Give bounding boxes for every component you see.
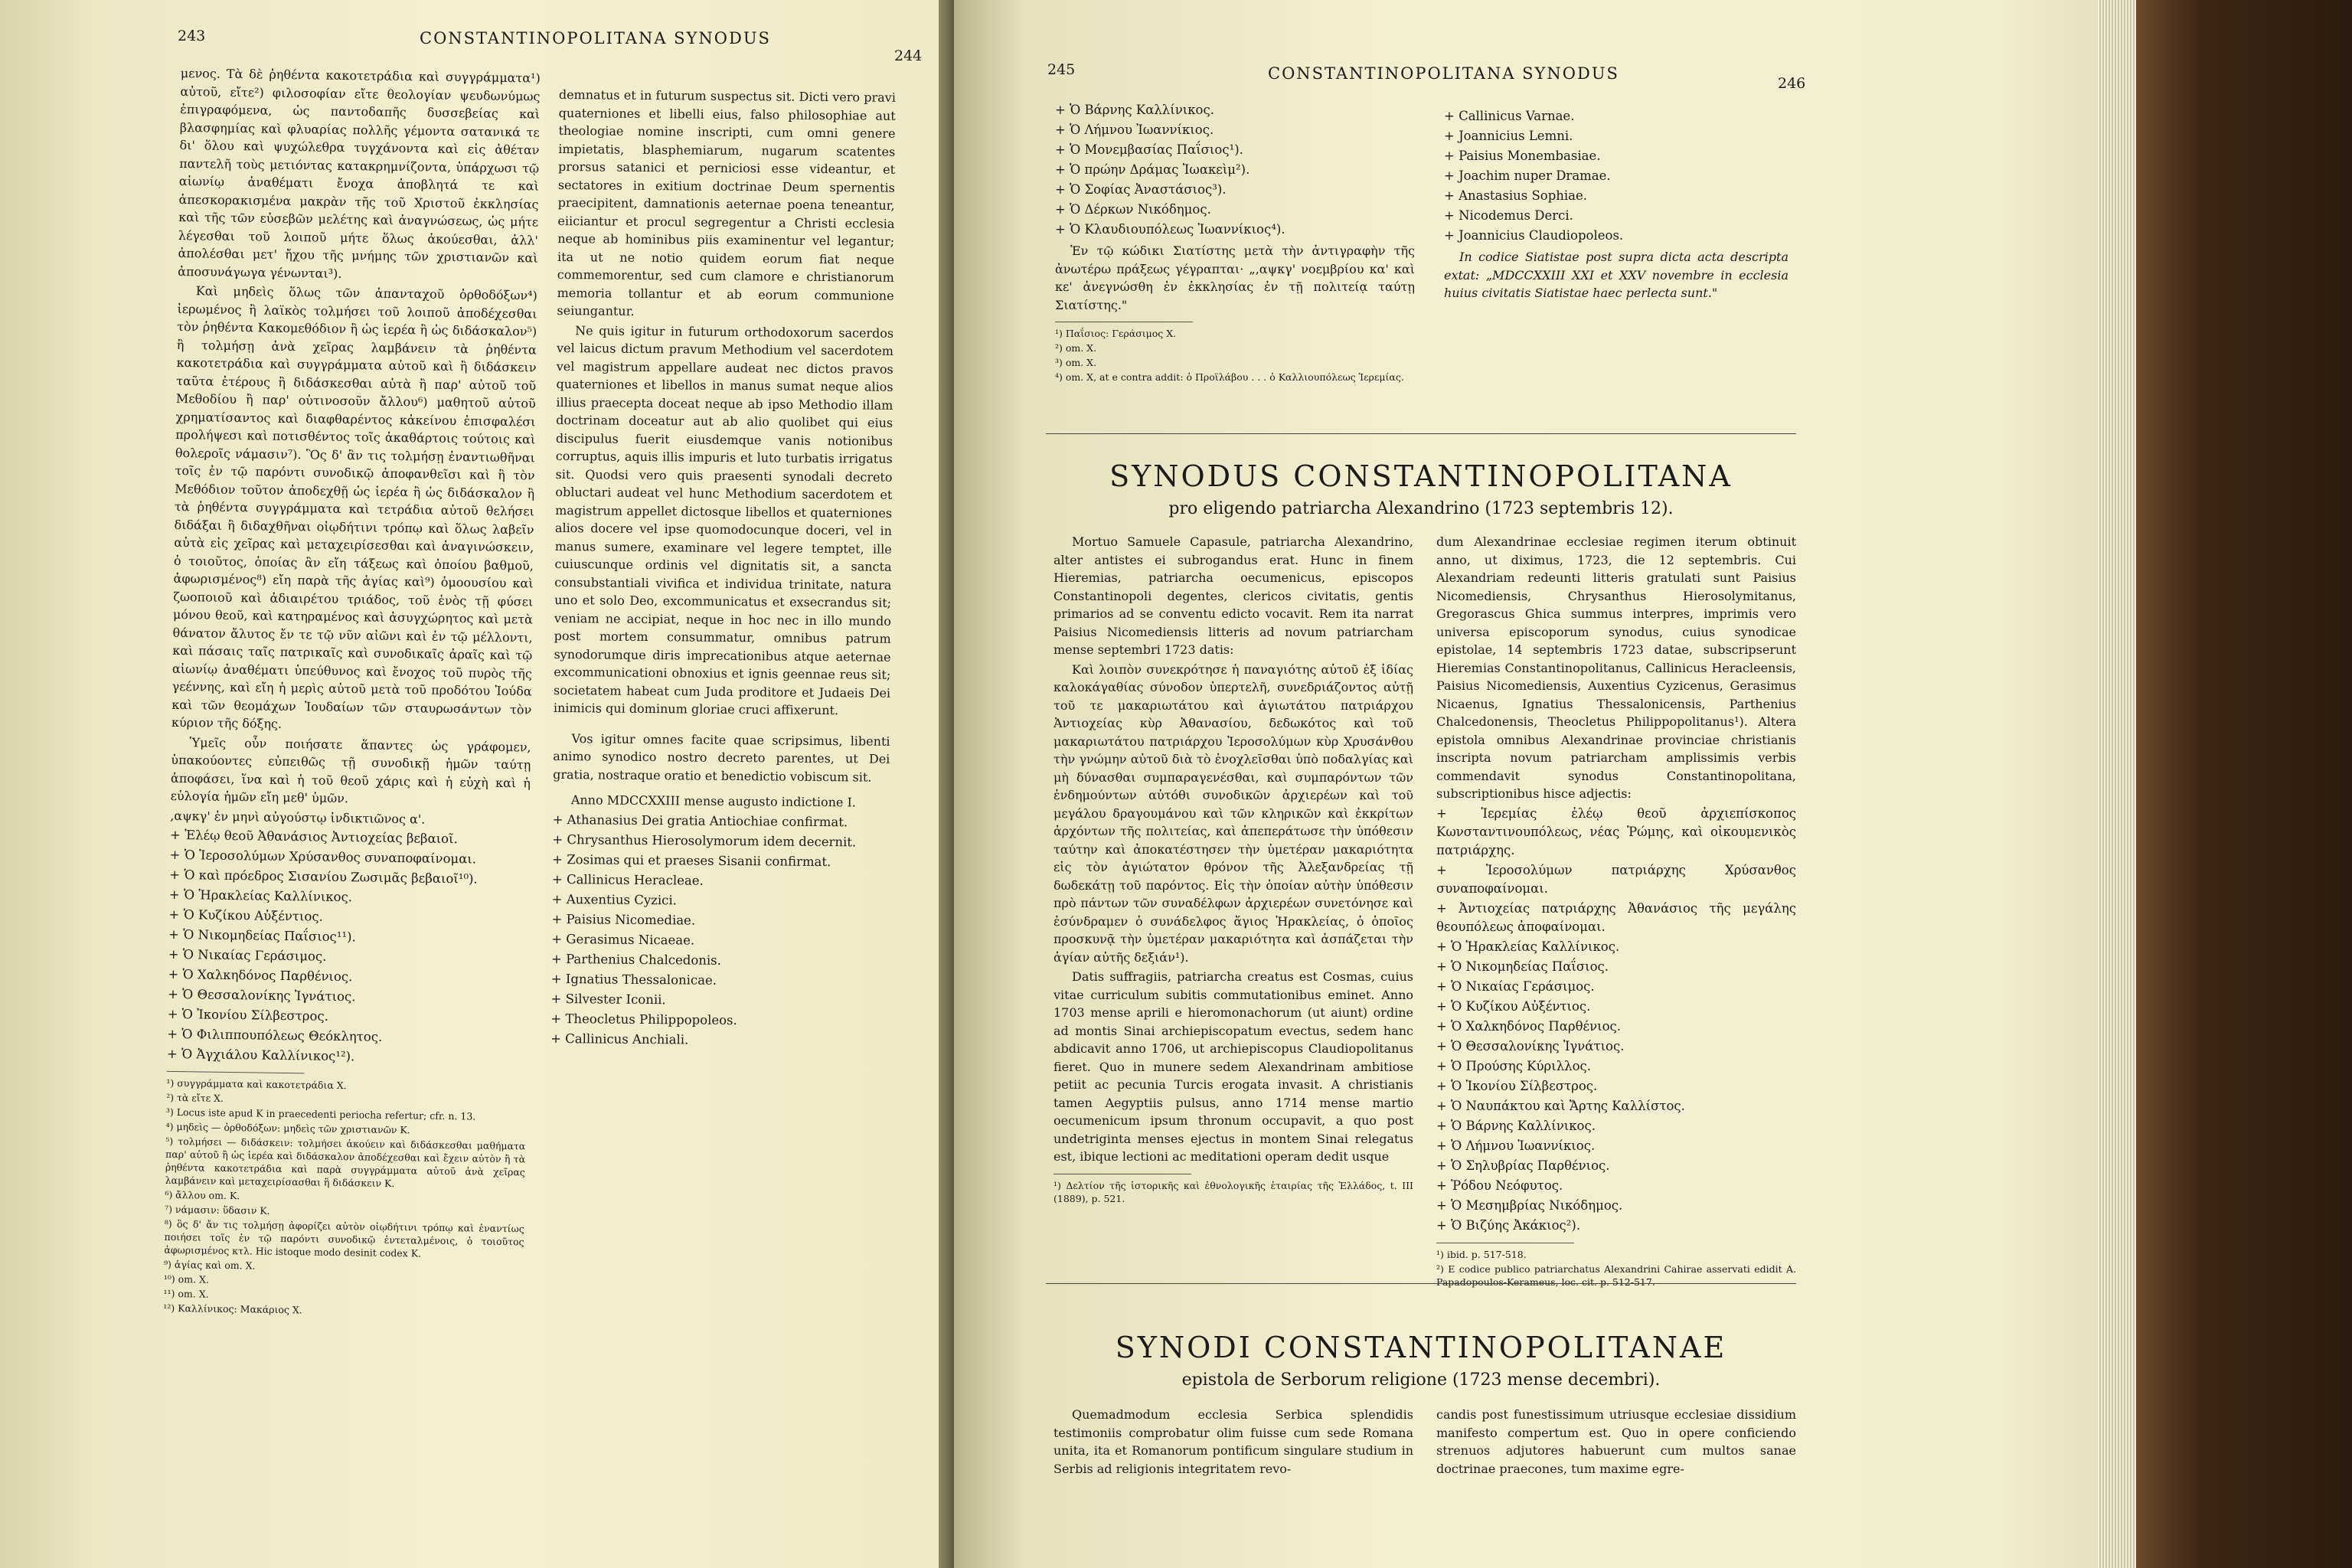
top-latin-signatures bbox=[1444, 107, 1788, 245]
section2-subtitle: epistola de Serborum religione (1723 mense decembri). bbox=[1181, 1370, 1661, 1390]
right-page bbox=[954, 0, 2110, 1568]
signature-line: + Ὁ Ἡρακλείας Καλλίνικος. bbox=[168, 887, 353, 905]
signature-line: + Callinicus Varnae. bbox=[1444, 109, 1575, 123]
footnote-line: ¹) Παΐσιος: Γεράσιμος X. bbox=[1055, 328, 1177, 339]
greek-footnotes bbox=[163, 1076, 526, 1320]
signature-line: + Ὁ Κλαυδιουπόλεως Ἰωαννίκιος⁴). bbox=[1055, 222, 1285, 237]
page-number-243: 243 bbox=[178, 28, 206, 44]
signature-line: + Anastasius Sophiae. bbox=[1444, 188, 1588, 203]
book-cover bbox=[2136, 0, 2352, 1568]
page-number-244: 244 bbox=[894, 47, 923, 64]
running-head-right: CONSTANTINOPOLITANA SYNODUS bbox=[1268, 64, 1619, 83]
footnote-line: ²) om. X. bbox=[1055, 342, 1097, 354]
signature-line: + Ὁ Κυζίκου Αὐξέντιος. bbox=[1436, 998, 1591, 1014]
footnote-line: ¹) συγγράμματα καὶ κακοτετράδια X. bbox=[166, 1076, 347, 1092]
page-number-245: 245 bbox=[1047, 61, 1076, 78]
section1-title: SYNODUS CONSTANTINOPOLITANA bbox=[1109, 459, 1733, 493]
greek-paragraph-1: μενος. Τὰ δὲ ῥηθέντα κακοτετράδια καὶ συγγράμματα¹) αὐτοῦ, εἴτε²) φιλοσοφίαν εἴτε θεολογίαν ψευδωνύμως ἐπιγραφόμενα, ὡς παντοδαπῆς δυσσεβείας καὶ βλασφημίας καὶ φλυαρίας πολλῆς γέμοντα σατανικά τε δι' ὅλου καὶ ψυχώλεθρα τυγχάνοντα καὶ εἰς ἀθέταν παντελῆ τοὺς μετιόντας κατακρημνίζοντα, ὑπάρχωσι τῷ αἰωνίῳ ἀναθέματι ἔνοχα ἀποβλητά τε καὶ ἀπεσκορακισμένα μακρὰν τῆς τοῦ Χριστοῦ ἐκκλησίας καὶ τῆς τῶν εὐσεβῶν μελέτης καὶ ἀναγνώσεως, ὡς μήτε λέγεσθαι τοῦ λοιποῦ μήτε ὅλως ἀκούεσθαι, ἀλλ' ἀπολέσθαι μετ' ἤχου τῆς μνήμης τῶν χριστιανῶν καὶ ἀποσυνάγωγα γένωνται³). bbox=[178, 65, 541, 281]
footnote-line: ⁴) μηδεὶς — ὀρθοδόξων: μηδεὶς τῶν χριστιανῶν K. bbox=[165, 1120, 410, 1136]
signature-line: + Ὁ Σηλυβρίας Παρθένιος. bbox=[1436, 1158, 1610, 1173]
greek-paragraph-2: Καὶ μηδεὶς ὅλως τῶν ἁπανταχοῦ ὀρθοδόξων⁴) ἱερωμένος ἢ λαϊκὸς τολμήσει τοῦ λοιποῦ ἀποδέχεσθαι τὸν ῥηθέντα Κακομεθόδιον ἢ ὡς ἱερέα ἢ ὡς διδάσκαλον⁵) ἢ τολμήσῃ ἀνὰ χεῖρας λαμβάνειν τὰ ῥηθέντα κακοτετράδια καὶ συγγράμματα αὐτοῦ καὶ ἢ διδάσκειν ταῦτα ἑτέρους ἢ διδάσκεσθαι αὐτὰ ἢ παρ' αὐτοῦ τοῦ Μεθοδίου ἢ παρ' οὑτινοσοῦν ἄλλου⁶) μαθητοῦ αὐτοῦ χρηματίσαντος καὶ διαφθαρέντος κἀκείνου ἐπισφαλέσι προλήψεσι καὶ ποτισθέντος τοῖς ἀκαθάρτοις τούτοις καὶ θολεροῖς νάμασιν⁷). Ὃς δ' ἂν τις τολμήσῃ ἐναντιωθῆναι τοῖς ἐν τῷ παρόντι συνοδικῷ ἀποφανθεῖσι καὶ ἢ τὸν Μεθόδιον τοῦτον ἀποδεχθῇ ὡς ἱερέα ἢ ὡς διδάσκαλον ἢ τὰ ῥηθέντα συγγράμματα καὶ τετράδια αὐτοῦ θελήσει διδάξαι ἢ διδαχθῆναι οἰῳδήτινι τρόπῳ καὶ ὅλως λαβεῖν αὐτὰ εἰς χεῖρας καὶ μεταχειρίσεσθαι καὶ ἀναγινώσκειν, ὁ τοιοῦτος, ὁποίας ἂν εἴη τάξεως καὶ ὁποίου βαθμοῦ, ἀφωρισμένος⁸) εἴη παρὰ τῆς ἁγίας καὶ⁹) ὁμοουσίου καὶ ζωοποιοῦ καὶ ἀδιαιρέτου τριάδος, τοῦ ἑνὸς τῇ φύσει μόνου θεοῦ, καὶ κατηραμένος καὶ ἀσυγχώρητος καὶ μετὰ θάνατον ἄλυτος ἔν τε τῷ νῦν αἰῶνι καὶ ἐν τῷ μέλλοντι, καὶ πάσαις ταῖς πατρικαῖς καὶ συνοδικαῖς ἀραῖς καὶ τῷ αἰωνίῳ ἀναθέματι ὑπεύθυνος καὶ ἔνοχος τοῦ πυρὸς τῆς γεέννης, καὶ εἴη ἡ μερὶς αὐτοῦ μετὰ τοῦ προδότου Ἰούδα καὶ τῶν θεομάχων Ἰουδαίων τῶν σταυρωσάντων τὸν κύριον τῆς δόξης. bbox=[171, 283, 537, 731]
s1-latin-text: Datis suffragiis, patriarcha creatus est Cosmas, cuius vitae curriculum subitis commutationibus eminet. Anno 1703 mense aprili e hieromonachorum (ut aiunt) ordine ad montis Sinai archiepiscopatum evectus, sedem hanc abdicavit anno 1706, ut archiepiscopus Claudiopolitanus fieret. Quo in munere sedem Alexandrinam ambitiose petiit ac pecunia Turcis erogata invasit. A christianis tamen Aegyptiis pulsus, anno 1714 mense martio oecumenicum ipsum thronum occupavit, a quo post undetriginta menses ejectus in montem Sinai relegatus est, ibique lectioni ac meditationi operam dedit usque bbox=[1054, 969, 1413, 1164]
signature-line: + Ἀντιοχείας πατριάρχης Ἀθανάσιος τῆς μεγάλης θεουπόλεως ἀποφαίνομαι. bbox=[1436, 900, 1796, 934]
section1-left-column bbox=[1054, 533, 1413, 1207]
signature-line: + Ῥόδου Νεόφυτος. bbox=[1436, 1178, 1563, 1193]
signature-line: + Ὁ Βιζύης Ἀκάκιος²). bbox=[1436, 1217, 1581, 1233]
top-latin-column bbox=[1444, 107, 1788, 304]
s2-right-text: candis post funestissimum utriusque ecclesiae dissidium manifesto compertum est. Quo in opere conficiendo strenuos adjutores habuerunt cum multos sanae doctrinae praecones, tum maxime egre- bbox=[1436, 1407, 1796, 1476]
footnote-rule bbox=[167, 1071, 305, 1074]
section-divider-2 bbox=[1046, 1283, 1796, 1284]
s1-intro: Mortuo Samuele Capasule, patriarcha Alexandrino, alter antistes ei subrogandus erat. Hunc in finem Hieremias, patriarcha oecumenicus, episcopos Constantinopoli degentes, clericos civitatis, gentis primarios ad se conventu edicto vocavit. Rem ita narrat Paisius Nicomediensis litteris ad novum patriarcham mense septembri 1723 datis: bbox=[1054, 534, 1413, 657]
latin-date: Anno MDCCXXIII mense augusto indictione I. bbox=[570, 792, 856, 810]
signature-line: + Ὁ καὶ πρόεδρος Σισανίου Ζωσιμᾶς βεβαιοῖ¹⁰). bbox=[169, 867, 478, 887]
signature-line: + Callinicus Heracleae. bbox=[551, 871, 704, 888]
signature-line: + Ὁ Ἰκονίου Σίλβεστρος. bbox=[167, 1006, 329, 1024]
footnote-line: ¹⁰) om. X. bbox=[163, 1272, 210, 1285]
greek-paragraph-3: Ὑμεῖς οὖν ποιήσατε ἅπαντες ὡς γράφομεν, ὑπακούοντες εὐπειθῶς τῇ συνοδικῇ ἡμῶν ταύτῃ ἀποφάσει, ἵνα καὶ ἡ τοῦ θεοῦ χάρις καὶ ἡ εὐχὴ καὶ ἡ εὐλογία ἡμῶν εἴη μεθ' ὑμῶν. bbox=[170, 734, 531, 806]
signature-line: + Ὁ Βάρνης Καλλίνικος. bbox=[1055, 103, 1214, 117]
section1-subtitle: pro eligendo patriarcha Alexandrino (1723 septembris 12). bbox=[1168, 499, 1674, 518]
footnote-line: ¹) ibid. p. 517-518. bbox=[1436, 1248, 1527, 1260]
footnote-line: ³) om. X. bbox=[1055, 357, 1097, 368]
signature-line: + Ὁ Χαλκηδόνος Παρθένιος. bbox=[168, 966, 353, 985]
signature-line: + Ὁ Ἀγχιάλου Καλλίνικος¹²). bbox=[166, 1046, 355, 1064]
signature-line: + Ignatius Thessalonicae. bbox=[550, 971, 717, 988]
signature-line: + Parthenius Chalcedonis. bbox=[550, 951, 722, 968]
section2-left-column bbox=[1054, 1406, 1413, 1479]
signature-line: + Nicodemus Derci. bbox=[1444, 208, 1573, 223]
footnote-line: ⁵) τολμήσει — διδάσκειν: τολμήσει ἀκούειν καὶ διδάσκεσθαι μαθήματα παρ' αὐτοῦ ἢ ὡς ἱερέα καὶ διδάσκαλον ἀποδέχεσθαι καὶ ἔχειν αὐτὸν ἢ τὰ ῥηθέντα κακοτετράδια καὶ παρὰ συγγράμματα αὐτοῦ ἀνὰ χεῖρας λαμβάνειν καὶ μεταχειρίσασθαι ἢ διδάσκειν K. bbox=[165, 1135, 526, 1190]
top-greek-note: Ἐν τῷ κώδικι Σιατίστης μετὰ τὴν ἀντιγραφὴν τῆς ἀνωτέρω πράξεως γέγραπται· „,αψκγ' νοεμβρίου κα' καὶ κε' ἀνεγνώσθη ἐν ἐκκλησίας ἐν τῇ πολιτείᾳ ταύτῃ Σιατίστης." bbox=[1055, 243, 1415, 312]
signature-line: + Ὁ Κυζίκου Αὐξέντιος. bbox=[168, 906, 324, 924]
signature-line: + Callinicus Anchiali. bbox=[550, 1031, 689, 1047]
footnote-line: ¹²) Καλλίνικος: Μακάριος X. bbox=[163, 1302, 302, 1316]
signature-line: + Ὁ Νικομηδείας Παΐσιος. bbox=[1436, 959, 1609, 974]
signature-line: + Ὁ Ἱεροσολύμων Χρύσανθος συναποφαίνομαι. bbox=[169, 847, 477, 867]
signature-line: + Joachim nuper Dramae. bbox=[1444, 168, 1611, 183]
signature-line: + Ὁ πρώην Δράμας Ἰωακεὶμ²). bbox=[1055, 162, 1250, 177]
signature-line: + Ὁ Βάρνης Καλλίνικος. bbox=[1436, 1118, 1596, 1133]
signature-line: + Paisius Nicomediae. bbox=[551, 911, 696, 928]
latin-signature-list bbox=[550, 810, 890, 1050]
footnote-line: ⁸) ὃς δ' ἄν τις τολμήσῃ ἀφορίζει αὐτὸν οἰῳδήτινι τρόπῳ καὶ ἐναντίως ποιήσει τοῖς ἐν τῷ παρόντι συνοδικῷ ἐντεταλμένοις, ὁ τοιοῦτος ἀφωρισμένος κτλ. Hic istoque modo desinit codex K. bbox=[164, 1217, 524, 1259]
section2-title: SYNODI CONSTANTINOPOLITANAE bbox=[1115, 1331, 1727, 1364]
signature-line: + Paisius Monembasiae. bbox=[1444, 149, 1601, 163]
footnote-line: ²) E codice publico patriarchatus Alexandrini Cahirae asservati edidit A. Papadopoulos-Kerameus, loc. cit. p. 512-517. bbox=[1436, 1263, 1796, 1288]
signature-line: + Ἱεροσολύμων πατριάρχης Χρύσανθος συναποφαίνομαι. bbox=[1436, 862, 1796, 896]
signature-line: + Ὁ Ἰκονίου Σίλβεστρος. bbox=[1436, 1078, 1598, 1093]
signature-line: + Ὁ Νικαίας Γεράσιμος. bbox=[168, 946, 327, 964]
section-divider-1 bbox=[1046, 433, 1796, 434]
signature-line: + Ὁ Θεσσαλονίκης Ἰγνάτιος. bbox=[1436, 1038, 1625, 1054]
signature-line: + Ὁ Λήμνου Ἰωαννίκιος. bbox=[1055, 122, 1214, 137]
signature-line: + Ὁ Νικαίας Γεράσιμος. bbox=[1436, 978, 1595, 994]
section2-right-column bbox=[1436, 1406, 1796, 1479]
signature-line: + Silvester Iconii. bbox=[550, 991, 666, 1007]
footnote-line: ²) τὰ εἴτε X. bbox=[166, 1091, 224, 1104]
signature-line: + Joannicius Claudiopoleos. bbox=[1444, 228, 1624, 243]
signature-line: + Ὁ Ναυπάκτου καὶ Ἄρτης Καλλίστος. bbox=[1436, 1098, 1685, 1113]
latin-paragraph-3: Vos igitur omnes facite quae scripsimus, libenti animo synodico nostro decreto parentes, ut Dei gratia, nostraque oratio et benedictio vobiscum sit. bbox=[553, 730, 890, 785]
footnote-line: ¹¹) om. X. bbox=[163, 1287, 209, 1300]
s1-signature-list bbox=[1436, 805, 1796, 1235]
top-greek-column bbox=[1055, 101, 1415, 385]
s1-footnote: ¹) Δελτίον τῆς ἱστορικῆς καὶ ἐθνολογικῆς ἑταιρίας τῆς Ἑλλάδος, t. III (1889), p. 521. bbox=[1054, 1179, 1413, 1204]
signature-line: + Joannicius Lemni. bbox=[1444, 129, 1573, 143]
top-latin-note: In codice Siatistae post supra dicta acta descripta extat: „MDCCXXIII XXI et XXV novembre in ecclesia huius civitatis Siatistae haec perlecta sunt." bbox=[1444, 250, 1788, 300]
footnote-line: ⁶) ἄλλου om. K. bbox=[165, 1188, 240, 1202]
signature-line: + Gerasimus Nicaeae. bbox=[551, 931, 695, 948]
top-greek-signatures bbox=[1055, 101, 1415, 239]
signature-line: + Auxentius Cyzici. bbox=[551, 891, 678, 907]
page-number-246: 246 bbox=[1778, 75, 1806, 92]
greek-signature-list bbox=[167, 826, 530, 1069]
signature-line: + Chrysanthus Hierosolymorum idem decernit. bbox=[552, 831, 857, 849]
signature-line: + Ὁ Λήμνου Ἰωαννίκιος. bbox=[1436, 1138, 1596, 1153]
signature-line: + Ὁ Θεσσαλονίκης Ἰγνάτιος. bbox=[167, 986, 356, 1004]
footnote-line: ⁹) ἁγίας καὶ om. X. bbox=[164, 1258, 256, 1272]
s1-greek-quote: Καὶ λοιπὸν συνεκρότησε ἡ παναγιότης αὐτοῦ ἐξ ἰδίας καλοκάγαθίας σύνοδον ὑπερτελῆ, συνεδριάζοντος αὐτῇ τοῦ τε μακαριωτάτου καὶ ἁγιωτάτου πατριάρχου Ἀντιοχείας κὺρ Ἀθανασίου, δεδωκότος καὶ τοῦ μακαριωτάτου πατριάρχου Ἱεροσολύμων κὺρ Χρυσάνθου τὴν γνώμην αὐτοῦ διὰ τὸ ἐνοχλεῖσθαι ὑπὸ ποδαλγίας καὶ μὴ δύνασθαι συμπαραγενέσθαι, καὶ συμπαρόντων τῶν ἐνδημούντων αὐτόθι συνοδικῶν ἀρχιερέων καὶ τοῦ μεγάλου δραγουμάνου καὶ τῶν κληρικῶν καὶ ἐκκρίτων ἀρχόντων τῆς πολιτείας, καὶ ἀπεπεράτωσε τὴν ὑπόθεσιν ταύτην καὶ ἀποκατέστησεν τὴν ὑμετέραν μακαριότητα εἰς τὸν ἁγιώτατον θρόνον τῆς Ἀλεξανδρείας τῇ δωδεκάτῃ τοῦ παρόντος. Εἰς τὴν ὁποίαν αὐτὴν ὑπόθεσιν πρὸ πάντων τῶν συναδέλφων ἀρχιερέων συνετόνησε καὶ ἐσύνδραμεν ὁ συνάδελφος ἅγιος Ἡρακλείας, ὁ ὁποῖος προσκυνᾷ τὴν ὑμετέραν μακαριότητα καὶ ἀσπάζεται τὴν ἁγίαν αὐτῆς δεξιάν¹). bbox=[1054, 662, 1413, 965]
footnote-line: ⁴) om. X, at e contra addit: ὁ Προϊλάβου . . . ὁ Καλλιουπόλεως Ἱερεμίας. bbox=[1055, 371, 1404, 383]
s2-left-text: Quemadmodum ecclesia Serbica splendidis testimoniis comprobatur olim fuisse cum sede Romana unita, ita et Romanorum pontificum singulare studium in Serbis ad religionis integritatem revo- bbox=[1054, 1407, 1413, 1476]
signature-line: + Ὁ Μεσημβρίας Νικόδημος. bbox=[1436, 1197, 1623, 1213]
signature-line: + Ἱερεμίας ἐλέῳ θεοῦ ἀρχιεπίσκοπος Κωνσταντινουπόλεως, νέας Ῥώμης, καὶ οἰκουμενικὸς πατριάρχης. bbox=[1436, 805, 1796, 858]
signature-line: + Theocletus Philippopoleos. bbox=[550, 1011, 737, 1027]
signature-line: + Ἐλέῳ θεοῦ Ἀθανάσιος Ἀντιοχείας βεβαιοῖ. bbox=[169, 827, 458, 847]
signature-line: + Ὁ Φιλιππουπόλεως Θεόκλητος. bbox=[167, 1026, 383, 1044]
footnote-line: ⁷) νάμασιν: ὕδασιν K. bbox=[165, 1203, 270, 1217]
signature-line: + Ὁ Μονεμβασίας Παΐσιος¹). bbox=[1055, 142, 1243, 157]
signature-line: + Ὁ Χαλκηδόνος Παρθένιος. bbox=[1436, 1018, 1621, 1034]
greek-column bbox=[163, 64, 541, 1321]
footnote-line: ³) Locus iste apud K in praecedenti periocha refertur; cfr. n. 13. bbox=[165, 1106, 476, 1122]
signature-line: + Ὁ Προύσης Κύριλλος. bbox=[1436, 1058, 1592, 1073]
signature-line: + Ὁ Ἡρακλείας Καλλίνικος. bbox=[1436, 939, 1620, 954]
signature-line: + Ὁ Νικομηδείας Παΐσιος¹¹). bbox=[168, 926, 356, 945]
signature-line: + Ὁ Σοφίας Ἀναστάσιος³). bbox=[1055, 182, 1227, 197]
s1-right-intro: dum Alexandrinae ecclesiae regimen iterum obtinuit anno, ut diximus, 1723, die 12 septembris. Cui Alexandriam redeunti litteris gratulati sunt Paisius Nicomediensis, Chrysanthus Hierosolymitanus, Gregorascus Ghica summus interpres, imprimis vero universa episcoporum synodus, cuius synodicae epistolae, 14 septembris 1723 datae, subscripserunt Hieremias Constantinopolitanus, Callinicus Heracleensis, Paisius Nicomediensis, Auxentius Cyzicenus, Gerasimus Nicaenus, Ignatius Thessalonicensis, Parthenius Chalcedonensis, Theocletus Philippopolitanus¹). Altera epistola omnibus Alexandrinae provinciae christianis inscripta novum patriarcham amplissimis verbis commendavit synodus Constantinopolitana, subscriptionibus hisce adjectis: bbox=[1436, 534, 1796, 801]
section1-right-column bbox=[1436, 533, 1796, 1290]
signature-line: + Ὁ Δέρκων Νικόδημος. bbox=[1055, 202, 1211, 217]
greek-date: ,αψκγ' ἐν μηνὶ αὐγούστῳ ἰνδικτιῶνος α'. bbox=[170, 808, 426, 827]
signature-line: + Athanasius Dei gratia Antiochiae confirmat. bbox=[552, 812, 848, 829]
running-head-left: CONSTANTINOPOLITANA SYNODUS bbox=[420, 29, 771, 47]
latin-paragraph-1: demnatus et in futurum suspectus sit. Dicti vero pravi quaterniones et libelli eius, falso philosophiae aut theologiae nomine inscripti, cum omni genere impietatis, blasphemiarum, nugarum scatentes prorsus satanici et perniciosi esse videantur, et sectatores in exitium doctrinae Deum spernentis praecipitent, damnationis aeternae poena teneantur, eiiciantur et procul segregentur a Christi ecclesia neque ab hominibus piis examinentur vel legantur; ita ut ne notio quidem eorum fiat neque commemorentur, sed cum clamore e christianorum memoria tollantur et ab eorum communione seiungantur. bbox=[557, 87, 896, 318]
latin-column bbox=[550, 86, 896, 1052]
signature-line: + Zosimas qui et praeses Sisanii confirmat. bbox=[552, 851, 831, 869]
top-greek-footnotes bbox=[1055, 327, 1415, 384]
latin-paragraph-2: Ne quis igitur in futurum orthodoxorum sacerdos vel laicus dictum pravum Methodium vel sacerdotem vel magistrum appellare audeat nec dictos pravos quaterniones et libellos in manus sumat neque alios illius praecepta doceat neque ab ipso Methodio illam doctrinam doceatur aut ab alio quolibet qui eius discipulus fuerit eiusdemque vanis notionibus corruptus, aquis illis impuris et luto turbatis irrigatus sit. Quodsi vero quis praesenti synodali decreto obluctari audeat vel hunc Methodium sacerdotem et magistrum appellet dictosque libellos et quaterniones alios docere vel ipse quomodocunque doceri, vel in manus sumere, examinare vel legere temptet, ille cuiuscunque ordinis vel dignitatis sit, a sancta consubstantiali vivifica et individua trinitate, natura uno et solo Deo, excommunicatus et exsecrandus sit; veniam ne accipiat, neque in hoc nec in illo mundo post mortem consummatur, omnibus patrum synodorumque diris imprecationibus atque aeternae excommunicationi obnoxius et ignis geennae reus sit; societatem habeat cum Juda proditore et Judaeis Dei inimicis qui dominum gloriae cruci affixerunt. bbox=[553, 322, 894, 718]
s1-right-footnotes bbox=[1436, 1248, 1796, 1289]
